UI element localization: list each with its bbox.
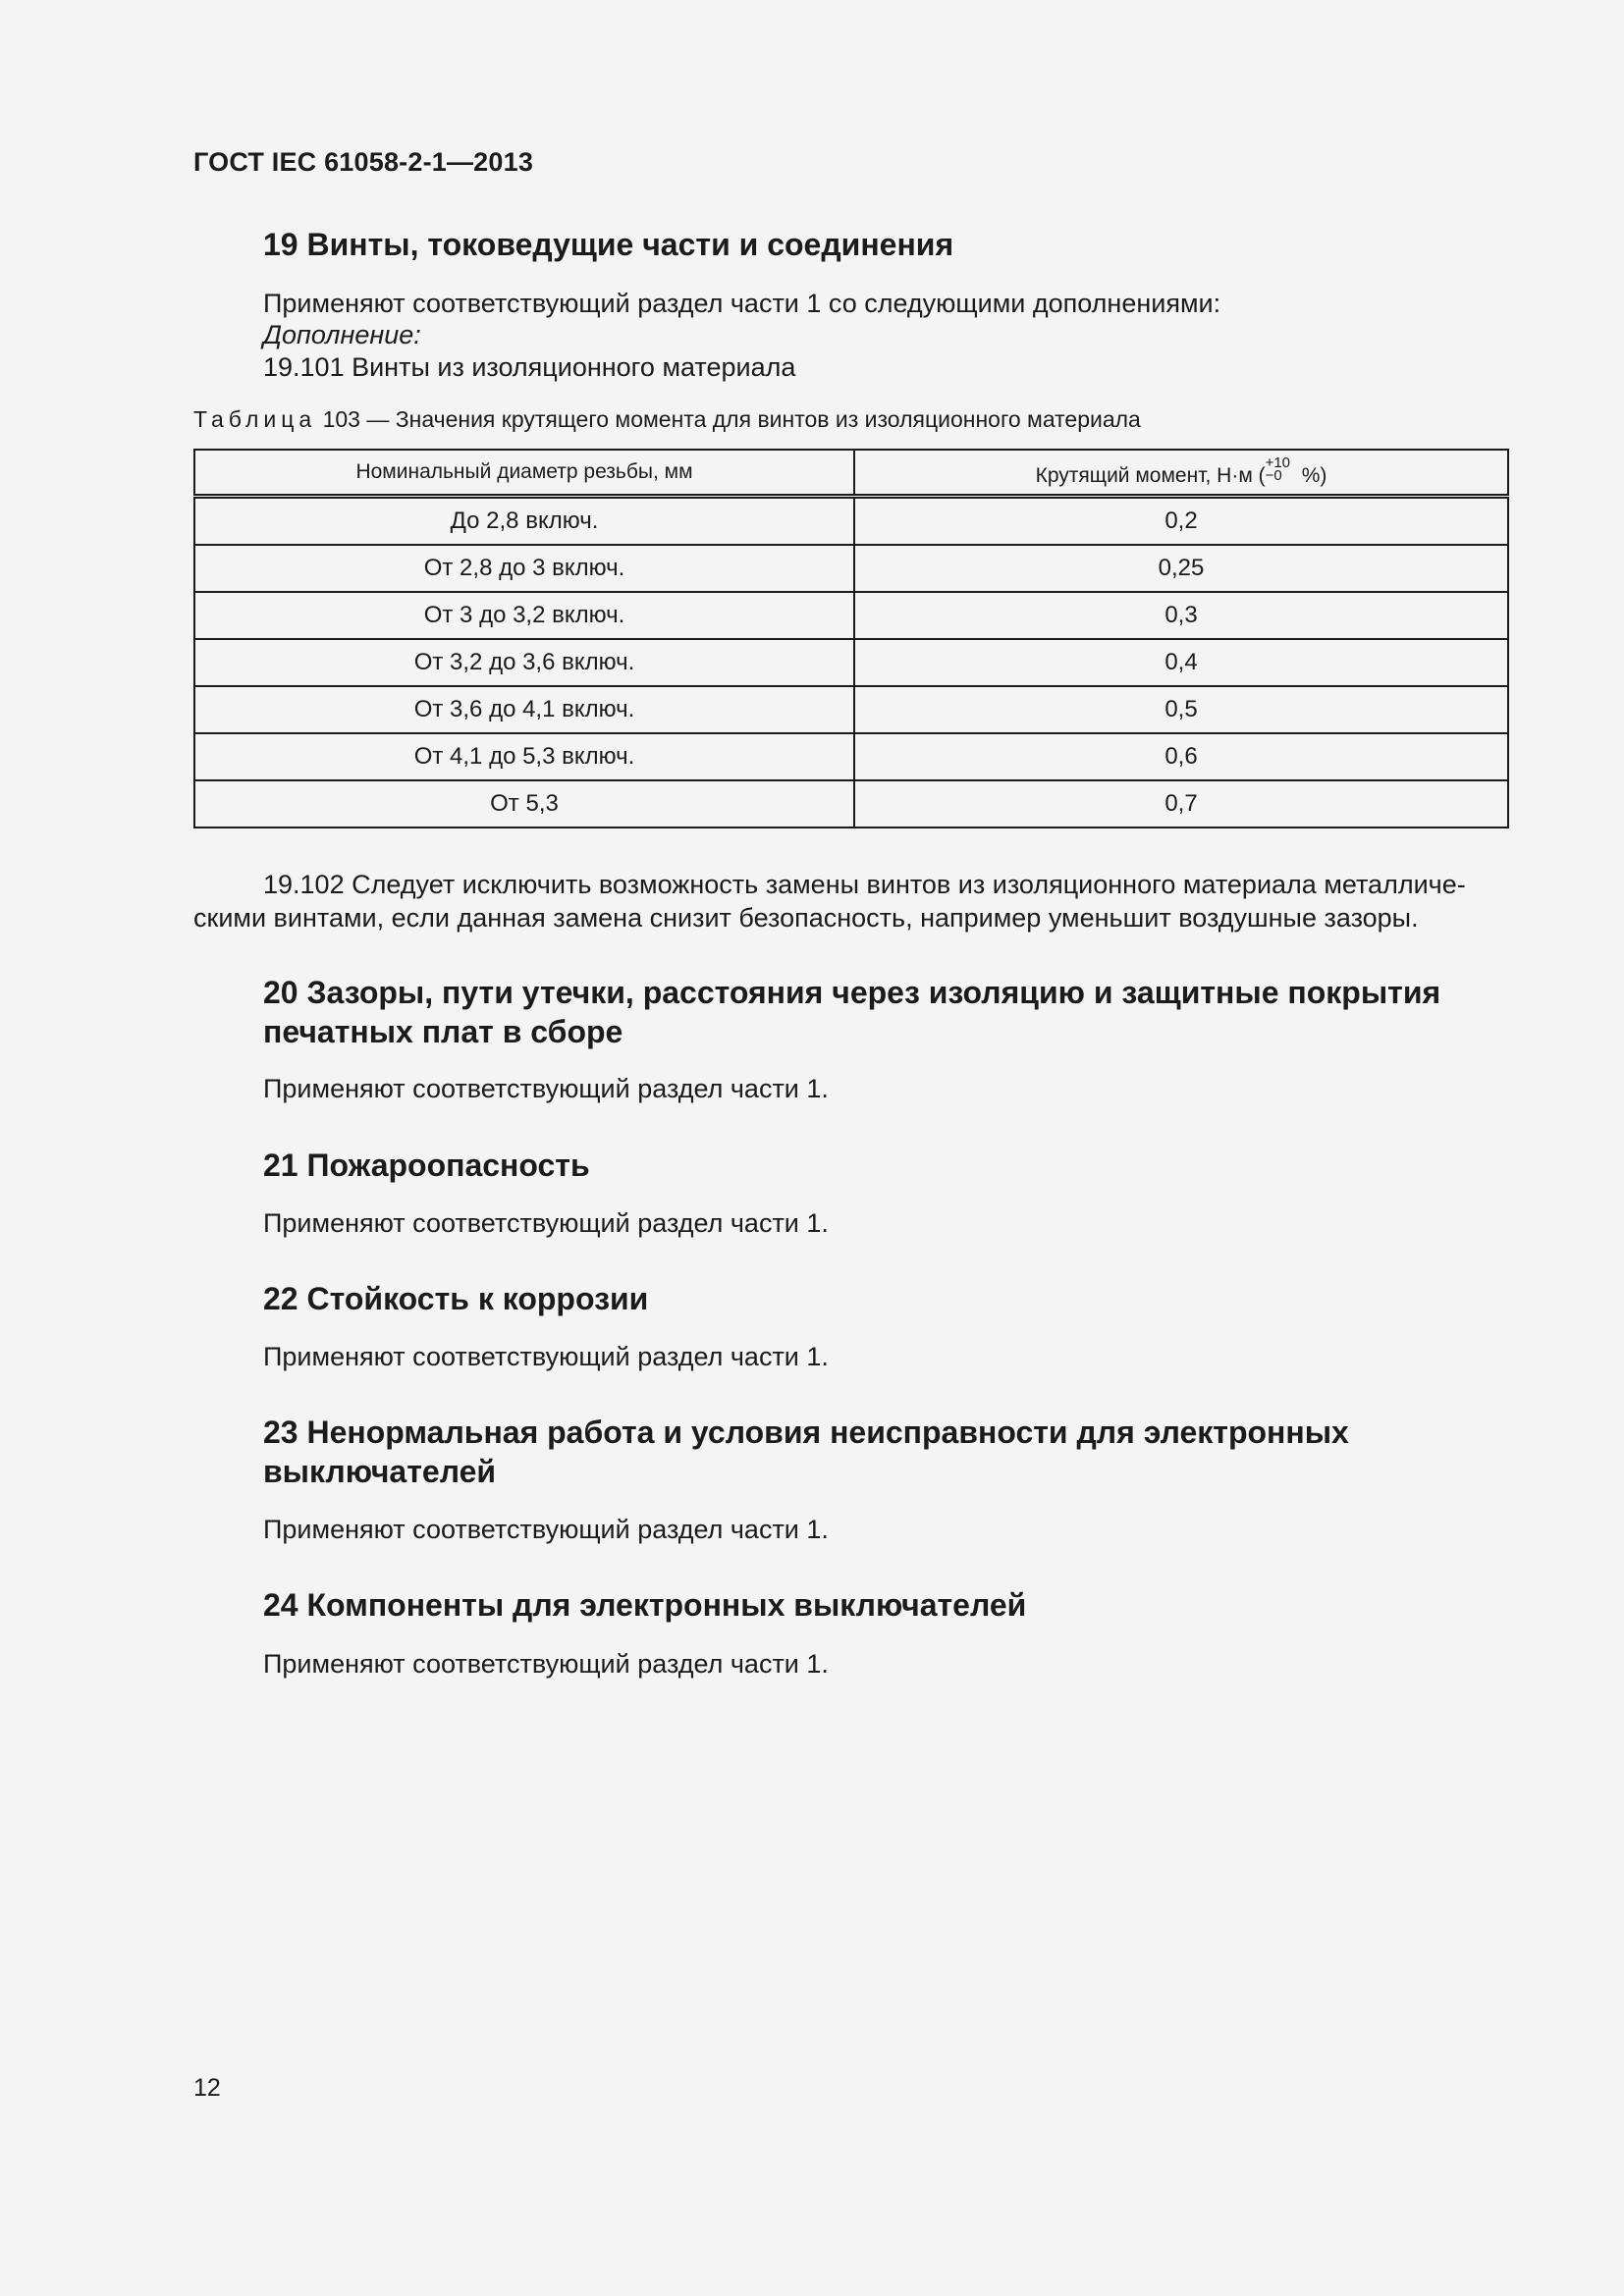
section-22-text: Применяют соответствующий раздел части 1. [263, 1342, 829, 1371]
table-caption-text: 103 — Значения крутящего момента для винтов из изоляционного материала [322, 406, 1141, 432]
cell-diameter: От 3 до 3,2 включ. [194, 592, 854, 639]
col-header-torque [854, 450, 1508, 497]
col-header-torque-suffix: %) [1301, 464, 1327, 487]
tolerance-down: −0 [1265, 467, 1282, 484]
cell-diameter: От 2,8 до 3 включ. [194, 545, 854, 592]
section-20-title-line2: печатных плат в сборе [263, 1014, 623, 1049]
table-row [194, 592, 1508, 639]
cell-diameter: От 3,6 до 4,1 включ. [194, 686, 854, 733]
section-23-title [263, 1413, 1349, 1491]
torque-tolerance [1266, 456, 1290, 482]
cell-torque: 0,3 [854, 592, 1508, 639]
cell-diameter: От 5,3 [194, 780, 854, 828]
section-20-text: Применяют соответствующий раздел части 1. [263, 1074, 829, 1103]
table-caption-label: Таблица [193, 406, 317, 432]
table-row [194, 639, 1508, 686]
section-20-title [263, 973, 1440, 1051]
table-row [194, 780, 1508, 828]
clause-19-102-text: 19.102 Следует исключить возможность замены винтов из изоляционного материала металличе-скими винтами, если данная замена снизит безопасность, например уменьшит воздушные зазоры. [193, 870, 1466, 933]
col-header-diameter: Номинальный диаметр резьбы, мм [194, 450, 854, 497]
section-21-title: 21 Пожароопасность [263, 1148, 590, 1183]
clause-19-102 [193, 868, 1509, 934]
cell-torque: 0,6 [854, 733, 1508, 780]
tolerance-up: +10 [1265, 454, 1291, 471]
section-24-text: Применяют соответствующий раздел части 1. [263, 1649, 829, 1679]
clause-19-101: 19.101 Винты из изоляционного материала [263, 352, 796, 382]
cell-torque: 0,2 [854, 497, 1508, 546]
section-22-title: 22 Стойкость к коррозии [263, 1281, 649, 1316]
cell-diameter: От 3,2 до 3,6 включ. [194, 639, 854, 686]
cell-diameter: От 4,1 до 5,3 включ. [194, 733, 854, 780]
cell-torque: 0,25 [854, 545, 1508, 592]
cell-torque: 0,5 [854, 686, 1508, 733]
section-20-title-line1: 20 Зазоры, пути утечки, расстояния через изоляцию и защитные покрытия [263, 975, 1441, 1010]
section-23-title-line2: выключателей [263, 1454, 497, 1489]
page-number: 12 [193, 2074, 221, 2102]
table-row [194, 733, 1508, 780]
table-caption [193, 406, 1141, 433]
cell-diameter: До 2,8 включ. [194, 497, 854, 546]
table-row [194, 545, 1508, 592]
torque-table [193, 449, 1509, 828]
cell-torque: 0,7 [854, 780, 1508, 828]
section-19-title: 19 Винты, токоведущие части и соединения [263, 227, 954, 262]
table-header-row [194, 450, 1508, 497]
section-23-title-line1: 23 Ненормальная работа и условия неисправности для электронных [263, 1415, 1349, 1450]
section-19-intro: Применяют соответствующий раздел части 1 со следующими дополнениями: [263, 289, 1221, 318]
cell-torque: 0,4 [854, 639, 1508, 686]
section-21-text: Применяют соответствующий раздел части 1. [263, 1208, 829, 1238]
document-header: ГОСТ IEC 61058-2-1—2013 [193, 147, 534, 177]
section-19-addition-label: Дополнение: [263, 320, 421, 349]
col-header-torque-prefix: Крутящий момент, Н·м ( [1035, 464, 1266, 487]
table-row [194, 686, 1508, 733]
table-row [194, 497, 1508, 546]
section-24-title: 24 Компоненты для электронных выключателей [263, 1587, 1027, 1623]
section-23-text: Применяют соответствующий раздел части 1. [263, 1515, 829, 1544]
